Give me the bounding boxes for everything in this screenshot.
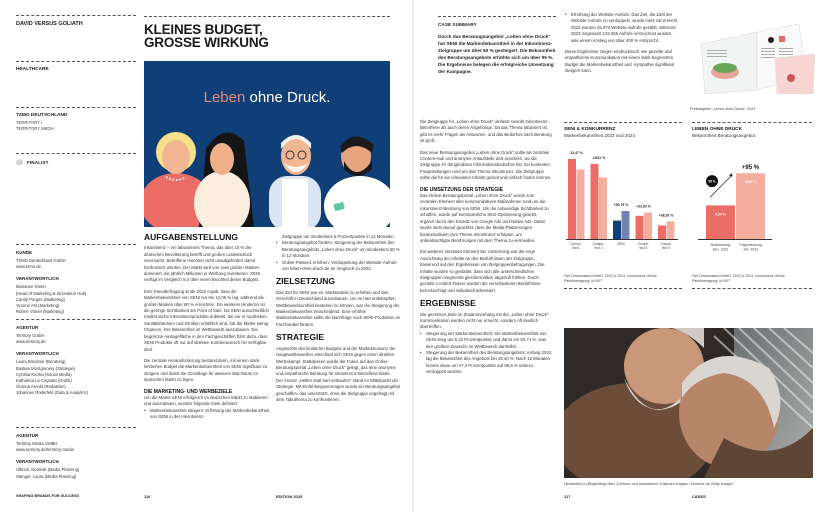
hero-illustration bbox=[144, 61, 390, 227]
person: Marianne Ginter bbox=[16, 284, 47, 290]
paragraph: Diese Ergebnisse zeigen eindrucksvoll, wie gezielte und empathische Kommunikation mit einem stark begrenzten Budget die Markenbekanntheit und -sympathie signifikant steigern kann. bbox=[565, 49, 675, 74]
couple-photo bbox=[564, 328, 813, 478]
divider bbox=[16, 244, 136, 245]
divider bbox=[16, 427, 136, 428]
client-responsible-label: VERANTWORTLICH bbox=[16, 276, 59, 282]
chart-title: SENI & KONKURRENZ bbox=[564, 127, 616, 132]
chart-seni-competition-plot bbox=[564, 144, 682, 264]
result-bullet: • Steigerung der Bekanntheit des Beratungsangebots: Anfang 2022 lag die Bekanntheit des Angebots bei 49,40 %. Nach 12 Monaten konnte diese um 47,4 Prozentpunkte auf 96,8 % nahezu verdoppelt werden. bbox=[420, 350, 552, 376]
salad bbox=[713, 63, 737, 73]
paragraph: Das neue Beratungsangebot „Leben ohne Druck“ sollte als zentraler Content-Hub und anonyme Anlaufstelle dort ansetzen, wo die Zielgruppe ihr dringendstes Informationsbedürfnis hat: bei konkreten Fragestellungen rund um das Thema Inkontinenz. Die Zielgruppe sollte die für sie relevanten Inhalte gezielt und einfach finden können. bbox=[420, 149, 552, 181]
footer-section: CASES bbox=[692, 494, 706, 499]
bar-2024 bbox=[644, 213, 652, 239]
divider bbox=[16, 61, 136, 62]
booklet-left-page bbox=[701, 32, 757, 94]
category-label: titor 2 bbox=[594, 246, 603, 250]
sector-block bbox=[16, 61, 136, 72]
person: (Head of Marketing & Innovation Hub) bbox=[16, 290, 87, 296]
results-continued bbox=[565, 12, 680, 80]
award-icon bbox=[16, 159, 23, 165]
agency1-responsible-label: VERANTWORTLICH bbox=[16, 351, 59, 357]
person: Ulbrich, Dominik (Media Planning) bbox=[16, 467, 80, 473]
case-summary-body: Durch das Beratungsangebot „Leben ohne Druck“ hat SENI die Markenbekanntheit in der Inkontinenz-Zielgruppe um über 50 % gesteigert. Die Bekanntheit des Beratungsangebots erhöhte sich um über 95 %. Die Ergebnisse belegen die erfolgreiche Umsetzung der Kampagne. bbox=[438, 34, 556, 74]
divider bbox=[564, 288, 682, 289]
case-summary bbox=[438, 16, 556, 75]
category-block bbox=[16, 15, 136, 27]
chart-subtitle: Markenbekanntheit 2022 und 2024 bbox=[564, 133, 636, 138]
person-2-face bbox=[210, 143, 234, 175]
strategie-heading: STRATEGIE bbox=[276, 332, 325, 343]
bar-2024 bbox=[577, 169, 585, 239]
agency2-label: AGENTUR bbox=[16, 433, 39, 438]
category-label: Folgemessung bbox=[739, 243, 762, 247]
bar-2024 bbox=[667, 221, 675, 239]
result-bullet: • Steigerung der Markenbekanntheit: Die Markenbekanntheit von SENI stieg um 6,12 Prozentpunkte und damit um 50,74 %, was den größten Zuwachs im Wettbewerb darstellte. bbox=[420, 331, 552, 350]
bar-annotation: +38,39 % bbox=[658, 213, 674, 218]
person-1-face bbox=[162, 140, 190, 174]
chart-subtitle: Bekanntheit Beratungsangebot bbox=[692, 133, 756, 138]
award-label: FINALIST bbox=[27, 159, 49, 165]
category-label: titor1 bbox=[572, 246, 580, 250]
aufgabenstellung-heading: AUFGABENSTELLUNG bbox=[144, 232, 238, 242]
goal-bullet: • Online-Präsenz erhöhen: Verdoppelung der Website-Aufrufe von leben-ohne-druck.de im Vergleich zu 2022. bbox=[276, 260, 403, 273]
growth-badge-label: 95 % bbox=[708, 179, 716, 184]
slogan-accent: Leben bbox=[203, 89, 246, 106]
person: Yvonne Ast (Marketing) bbox=[16, 303, 60, 309]
bar-annotation: -18,51 % bbox=[591, 155, 606, 160]
agency2-block bbox=[16, 427, 136, 480]
entrant-name: TZMO DEUTSCHLAND bbox=[16, 113, 68, 118]
zielsetzung-heading: ZIELSETZUNG bbox=[276, 276, 336, 287]
couple-photo-image bbox=[564, 328, 813, 478]
chart-source: Cint Deutschland GmbH, 2022 & 2024, Inkontinenz Online Panelbefragung, N=507 bbox=[564, 274, 657, 283]
category-label: DAVID VERSUS GOLIATH bbox=[16, 21, 83, 27]
arrow-head-icon bbox=[729, 173, 733, 177]
agency2-name: Territory Media GMBH bbox=[16, 441, 58, 446]
category-label: Dez. 2022 bbox=[712, 247, 729, 252]
client-url[interactable]: www.tzmo.de bbox=[16, 264, 41, 270]
paragraph: Der Ansatz „Helfen statt hart verkaufen“ stand im Mittelpunkt der Strategie. Mit Einfühlungsvermögen wurde ein Beratungsangebot geschaffen, das unterstützt, ohne die Zielgruppe ungefragt mit dem Tabuthema zu konfrontieren. bbox=[276, 377, 401, 402]
chart-leben-ohne-druck bbox=[692, 122, 812, 289]
category-label: Jan. 2024 bbox=[743, 247, 758, 252]
divider bbox=[692, 122, 812, 123]
footer-tagline: SHAPING BRANDS FOR SUCCESS bbox=[16, 494, 80, 498]
illustration-block bbox=[779, 36, 785, 42]
bar-value-label: 9,68 % bbox=[745, 180, 756, 185]
paragraph: Die Zielgruppe für „Leben ohne Druck“ umfasst sowohl Inkontinenz-Betroffene als auch deren Angehörige. Da das Thema tabuisiert ist, gibt es mehr Fragen als Antworten, und das Bedürfnis nach Beratung ist groß. bbox=[420, 119, 552, 144]
person: Laura Brückner (Beratung) bbox=[16, 359, 66, 365]
paragraph: Die gesetzten Ziele im Zusammenhang mit der „Leben ohne Druck“-Kommunikation wurden nicht nur erreicht, sondern oft deutlich übertroffen. bbox=[420, 311, 550, 330]
divider bbox=[564, 122, 682, 123]
person-3-shirt bbox=[282, 179, 308, 227]
award-block bbox=[16, 153, 136, 165]
agency2-url[interactable]: www.territory.de/territory-media bbox=[16, 447, 74, 453]
page-gutter bbox=[412, 0, 414, 512]
print-guide-caption: Printratgeber „Leben ohne Druck“, 2024 bbox=[690, 107, 756, 111]
person: Oranna Arnold (Redaktion) bbox=[16, 384, 66, 390]
ergebnisse-heading: ERGEBNISSE bbox=[420, 298, 476, 309]
page-number-left: 116 bbox=[144, 494, 151, 499]
divider bbox=[438, 16, 556, 17]
client-label: KUNDE bbox=[16, 250, 33, 255]
chart-leben-ohne-druck-plot bbox=[692, 144, 812, 264]
divider bbox=[16, 15, 136, 16]
bar-2024 bbox=[622, 211, 630, 239]
result-bullet: • Erhöhung der Website-Aufrufe: Das Ziel, die Zahl der Website-Aufrufe zu verdoppeln, wurde mehr als erreicht. 2022 wurden 25.973 Website-aufrufe gezählt, während 2023 insgesamt 133.065 Aufrufe verzeichnet wurden, was einem Anstieg von über 400 % entspricht. bbox=[565, 12, 680, 44]
divider bbox=[16, 319, 136, 320]
bar-2022 bbox=[568, 159, 576, 239]
article-title bbox=[144, 16, 406, 49]
paragraph: Ein weiteres zentrales Element der Umsetzung war die enge Ausrichtung der Inhalte an den Bedürfnissen der Zielgruppe, basierend auf den Ergebnissen von Zielgruppenbefragungen. Die Inhalte wurden so gestaltet, dass sich alle unterschiedlichen Zielgruppen-Segmente gleichermaßen abgeholt fühlten. Durch gezielte Content-Teaser wurden die verschiedenen Bedürfnisse berücksichtigt und individuell adressiert. bbox=[420, 249, 545, 293]
client-name: TZMO Deutschland GmbH bbox=[16, 258, 66, 263]
agency1-name: Territory GmbH bbox=[16, 333, 45, 338]
paragraph: Angesichts des limitierten Budgets und der Marktdominanz der Hauptwettbewerber entschied sich SENI gegen einen direkten Werbekampf. Stattdessen wurde der Fokus auf das Online-Beratungsportal „Leben ohne Druck“ gelegt, das eine anonyme und empathische Beratung für Inkontinenz-Betroffene bietet. bbox=[276, 345, 396, 377]
agency1-block bbox=[16, 319, 136, 397]
bar-annotation: +50,75 % bbox=[613, 203, 629, 207]
divider bbox=[692, 288, 812, 289]
umsetzung-heading: DIE UMSETZUNG DER STRATEGIE bbox=[420, 186, 503, 193]
bar-2024 bbox=[599, 177, 607, 239]
slogan-rest: ohne Druck. bbox=[245, 89, 331, 106]
person: Cynthia Kiczka (Social Media) bbox=[16, 371, 72, 377]
paragraph: Eine Panelbefragung Ende 2022 ergab, dass die Markenbekanntheit von SENI nur bei 12,06 % lag, während die großen Marken über 80 % erreichten. Ein weiteres Hindernis ist die geringe Sichtbarkeit am Point of Sale. Da SENI ausschließlich medizinische Inkontinenzprodukte anbietet, die nur in Apotheken, Sanitätshäusern und Kliniken erhältlich sind, hat die Marke wenig Chancen, ihre Bekanntheit im Wettbewerb auszubauen. Die begrenzte Auslagefläche in den Fachgeschäften führt dazu, dass SENI Produkte oft nur auf direkten Kundenwunsch hin verfügbar sind. bbox=[144, 288, 269, 352]
photo-caption: Headerbild zu Blogbeitrag über „Demenz und Inkontinenz“ Kaltpoint Images / Moment via Getty Images bbox=[564, 482, 733, 486]
client-block bbox=[16, 244, 136, 315]
strategy-column bbox=[420, 119, 552, 376]
bar-value-label: 4,94 % bbox=[715, 212, 726, 217]
growth-label: +95 % bbox=[741, 165, 760, 172]
marketing-goals-heading: DIE MARKETING- UND WERBEZIELE bbox=[144, 388, 233, 395]
person: Johannes Roderfeld (Data & Analytics) bbox=[16, 390, 88, 396]
person: Robert Vömel (Marketing) bbox=[16, 309, 64, 315]
category-label: Compe- bbox=[637, 242, 650, 246]
sector-label: HEALTHCARE bbox=[16, 67, 49, 72]
zielsetzung-column bbox=[276, 234, 403, 408]
paragraph: Um die Marke SENI erfolgreich im deutschen Markt zu etablieren und auszubauen, wurden folgende Ziele definiert: bbox=[144, 394, 268, 407]
chart-source: Cint Deutschland GmbH, 2022 & 2024, Inkontinenz Online Panelbefragung, N=507 bbox=[692, 274, 785, 283]
bar-2022 bbox=[658, 225, 666, 239]
print-guide-image bbox=[695, 14, 815, 94]
illustration-figure bbox=[768, 37, 774, 43]
entrant-block bbox=[16, 107, 136, 132]
bar-2022 bbox=[613, 221, 621, 239]
goal-bullet: • Beratungsangebot fördern: Steigerung der Bekanntheit des Beratungsangebots „Leben ohne Druck“ um mindestens 50 % in 12 Monaten. bbox=[276, 240, 403, 259]
agency1-label: AGENTUR bbox=[16, 325, 39, 330]
bar-annotation: -13,47 % bbox=[569, 151, 583, 155]
bar-2022 bbox=[636, 216, 644, 239]
footer-edition: EDITION 2025 bbox=[276, 494, 303, 499]
category-label: Nullmessung bbox=[710, 243, 731, 247]
case-summary-label: CASE SUMMARY bbox=[438, 22, 477, 27]
chart-title: LEBEN OHNE DRUCK bbox=[692, 127, 743, 132]
category-label: Compe- bbox=[592, 242, 605, 246]
bar-2022 bbox=[591, 164, 599, 239]
person: Bastian Montgomery (Strategie) bbox=[16, 365, 76, 371]
divider bbox=[144, 16, 390, 17]
category-label: Compe- bbox=[570, 242, 582, 246]
person-4-body bbox=[324, 176, 390, 227]
category-label: SENI bbox=[617, 242, 625, 246]
entrant-sub-2: TERRITORY MEDIA bbox=[16, 126, 55, 131]
chart-seni-competition bbox=[564, 122, 682, 289]
bar bbox=[706, 205, 735, 239]
category-label: titor 5 bbox=[662, 246, 670, 250]
goal-bullet-continued: Zielgruppe um mindestens 5 Prozentpunkte in 12 Monaten. bbox=[282, 234, 395, 239]
paragraph: Inkontinenz – ein tabuisiertes Thema, das über 10 % der deutschen Bevölkerung betrifft und großen Leidensdruck verursacht. Betroffene möchten nicht unaufgefordert damit konfrontiert werden. Der Markt wird von zwei großen Marken dominiert, die jährlich Millionen in Werbung investieren. SENI verfügt im Vergleich nur über einen Bruchteil dieser Budgets. bbox=[144, 245, 261, 283]
agency1-url[interactable]: www.territory.de bbox=[16, 339, 46, 345]
person: Stenger, Laura (Media Planning) bbox=[16, 473, 77, 479]
goal-bullet: • Markenbekanntheit steigern: Erhöhung der Markenbekanntheit von SENI in der Inkontinenz- bbox=[144, 408, 271, 421]
category-label: titor 4 bbox=[639, 246, 648, 250]
illustration-flower bbox=[787, 74, 795, 82]
agency2-responsible-label: VERANTWORTLICH bbox=[16, 459, 59, 465]
people-illustration bbox=[144, 61, 390, 227]
entrant-sub-1: TERRITORY / bbox=[16, 120, 43, 125]
finalist-badge bbox=[16, 159, 136, 165]
paragraph: Das Ziel für SENI war es, Marktanteile zu erhöhen und das Geschäft in Deutschland auszubauen. Um im hart umkämpften Wettbewerbsumfeld bestehen zu können, war die Steigerung der Markenbekanntheit entscheidend. Eine erhöhte Markenbekanntheit sollte die Nachfrage nach SENI-Produkten im Fachhandel fördern. bbox=[276, 289, 401, 327]
divider bbox=[16, 107, 136, 108]
divider bbox=[16, 153, 136, 154]
person: Katharina La Cognata (Grafik) bbox=[16, 378, 72, 384]
person: Candy Porges (Marketing) bbox=[16, 296, 65, 302]
title-line-1: KLEINES BUDGET, bbox=[144, 22, 263, 37]
page-number-right: 117 bbox=[564, 494, 571, 499]
category-label: Compe- bbox=[660, 242, 672, 246]
paragraph: Das Online-Beratungsportal „Leben ohne Druck“ wurde zum zentralen Element aller kommunikativen Maßnahmen rund um die Inkontinenz-Beratung von SENI. Um die notwendige Sichtbarkeit zu schaffen, wurde auf kontinuierliche SEO-Optimierung gesetzt, ergänzt durch den Einsatz von Google Ads und Native Ads. Dabei wurde stets darauf geachtet, dass die Media-Platzierungen kontextualisiert zum Thema Inkontinenz erfolgten, um unbeabsichtigte Berührungen mit dem Thema zu vermeiden. bbox=[420, 193, 549, 243]
title-line-2: GROSSE WIRKUNG bbox=[144, 35, 269, 50]
booklet-back bbox=[775, 54, 815, 94]
aufgabenstellung-column bbox=[144, 234, 271, 421]
paragraph: Die zentrale Herausforderung bestand darin, mit einem stark limitierten Budget die Markenbekanntheit von SENI signifikant zu steigern und damit die Grundlage für weiteres Wachstum im deutschen Markt zu legen. bbox=[144, 357, 268, 383]
bar-annotation: +22,63 % bbox=[636, 204, 651, 209]
